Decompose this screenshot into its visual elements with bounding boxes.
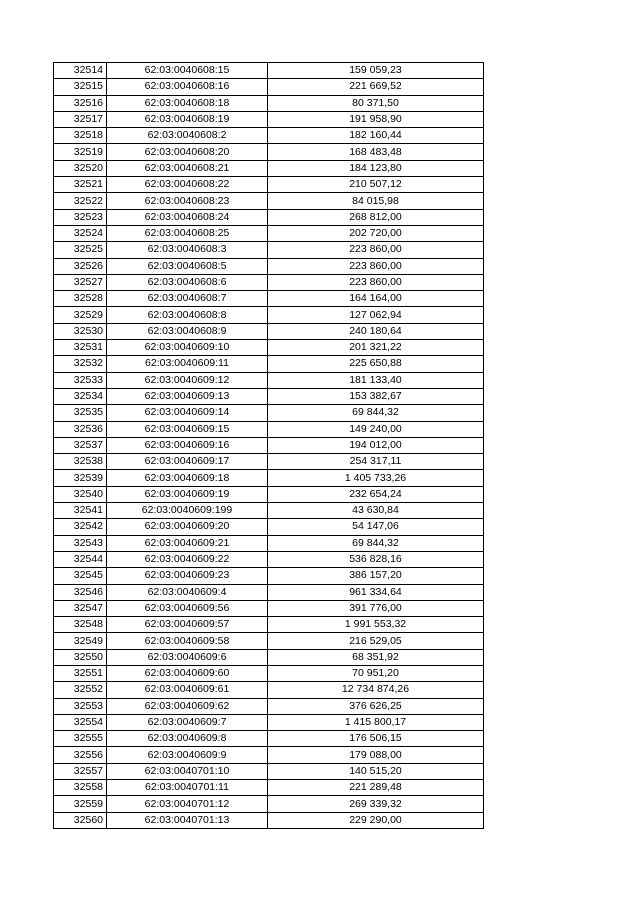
cadastral-number-cell: 62:03:0040609:19 [107,486,268,502]
cadastral-value-cell: 164 164,00 [268,291,484,307]
cadastral-value-cell: 221 289,48 [268,780,484,796]
table-row [54,144,484,160]
row-number-cell: 32517 [54,111,107,127]
row-number-cell: 32543 [54,535,107,551]
cadastral-value-cell: 68 351,92 [268,649,484,665]
table-row [54,356,484,372]
row-number-cell: 32541 [54,503,107,519]
cadastral-value-cell: 12 734 874,26 [268,682,484,698]
row-number-cell: 32535 [54,405,107,421]
table-row [54,535,484,551]
cadastral-value-cell: 70 951,20 [268,665,484,681]
cadastral-value-cell: 225 650,88 [268,356,484,372]
cadastral-number-cell: 62:03:0040609:12 [107,372,268,388]
cadastral-value-cell: 69 844,32 [268,535,484,551]
row-number-cell: 32544 [54,551,107,567]
cadastral-value-cell: 229 290,00 [268,812,484,828]
cadastral-value-cell: 54 147,06 [268,519,484,535]
cadastral-number-cell: 62:03:0040608:3 [107,242,268,258]
cadastral-value-table [53,62,484,829]
table-row [54,698,484,714]
cadastral-number-cell: 62:03:0040608:19 [107,111,268,127]
row-number-cell: 32529 [54,307,107,323]
cadastral-value-cell: 159 059,23 [268,63,484,79]
row-number-cell: 32514 [54,63,107,79]
row-number-cell: 32560 [54,812,107,828]
table-row [54,551,484,567]
row-number-cell: 32552 [54,682,107,698]
row-number-cell: 32537 [54,437,107,453]
row-number-cell: 32539 [54,470,107,486]
row-number-cell: 32545 [54,568,107,584]
cadastral-number-cell: 62:03:0040609:62 [107,698,268,714]
table-row [54,731,484,747]
table-row [54,796,484,812]
table-row [54,372,484,388]
cadastral-number-cell: 62:03:0040701:10 [107,763,268,779]
cadastral-number-cell: 62:03:0040608:15 [107,63,268,79]
cadastral-value-cell: 127 062,94 [268,307,484,323]
table-row [54,291,484,307]
cadastral-value-cell: 269 339,32 [268,796,484,812]
cadastral-number-cell: 62:03:0040609:61 [107,682,268,698]
table-row [54,519,484,535]
table-row [54,307,484,323]
row-number-cell: 32531 [54,340,107,356]
table-row [54,274,484,290]
row-number-cell: 32518 [54,128,107,144]
cadastral-number-cell: 62:03:0040701:11 [107,780,268,796]
row-number-cell: 32557 [54,763,107,779]
table-row [54,79,484,95]
row-number-cell: 32525 [54,242,107,258]
table-row [54,128,484,144]
cadastral-value-cell: 386 157,20 [268,568,484,584]
table-row [54,111,484,127]
table-row [54,617,484,633]
cadastral-number-cell: 62:03:0040608:24 [107,209,268,225]
cadastral-number-cell: 62:03:0040609:58 [107,633,268,649]
row-number-cell: 32553 [54,698,107,714]
table-row [54,160,484,176]
cadastral-number-cell: 62:03:0040609:17 [107,454,268,470]
row-number-cell: 32559 [54,796,107,812]
row-number-cell: 32521 [54,177,107,193]
table-row [54,780,484,796]
row-number-cell: 32522 [54,193,107,209]
cadastral-value-cell: 202 720,00 [268,225,484,241]
cadastral-number-cell: 62:03:0040608:9 [107,323,268,339]
cadastral-value-cell: 80 371,50 [268,95,484,111]
cadastral-value-cell: 1 415 800,17 [268,714,484,730]
table-row [54,584,484,600]
cadastral-number-cell: 62:03:0040701:12 [107,796,268,812]
cadastral-number-cell: 62:03:0040608:23 [107,193,268,209]
table-row [54,600,484,616]
cadastral-number-cell: 62:03:0040609:6 [107,649,268,665]
cadastral-number-cell: 62:03:0040609:18 [107,470,268,486]
row-number-cell: 32523 [54,209,107,225]
cadastral-number-cell: 62:03:0040609:199 [107,503,268,519]
cadastral-value-cell: 391 776,00 [268,600,484,616]
cadastral-number-cell: 62:03:0040608:16 [107,79,268,95]
cadastral-number-cell: 62:03:0040609:22 [107,551,268,567]
row-number-cell: 32524 [54,225,107,241]
row-number-cell: 32542 [54,519,107,535]
cadastral-value-cell: 221 669,52 [268,79,484,95]
table-row [54,454,484,470]
table-row [54,812,484,828]
table-body [54,63,484,829]
row-number-cell: 32520 [54,160,107,176]
cadastral-number-cell: 62:03:0040609:10 [107,340,268,356]
row-number-cell: 32550 [54,649,107,665]
cadastral-value-cell: 376 626,25 [268,698,484,714]
row-number-cell: 32538 [54,454,107,470]
table-row [54,225,484,241]
cadastral-value-cell: 232 654,24 [268,486,484,502]
cadastral-number-cell: 62:03:0040608:20 [107,144,268,160]
cadastral-value-cell: 168 483,48 [268,144,484,160]
cadastral-value-cell: 191 958,90 [268,111,484,127]
row-number-cell: 32532 [54,356,107,372]
cadastral-value-cell: 223 860,00 [268,258,484,274]
cadastral-value-cell: 240 180,64 [268,323,484,339]
cadastral-value-cell: 182 160,44 [268,128,484,144]
cadastral-number-cell: 62:03:0040609:60 [107,665,268,681]
row-number-cell: 32516 [54,95,107,111]
cadastral-number-cell: 62:03:0040608:6 [107,274,268,290]
row-number-cell: 32536 [54,421,107,437]
table-row [54,421,484,437]
cadastral-value-cell: 254 317,11 [268,454,484,470]
cadastral-value-cell: 201 321,22 [268,340,484,356]
row-number-cell: 32528 [54,291,107,307]
table-row [54,633,484,649]
table-row [54,486,484,502]
table-row [54,714,484,730]
cadastral-number-cell: 62:03:0040608:22 [107,177,268,193]
cadastral-value-cell: 153 382,67 [268,388,484,404]
table-row [54,665,484,681]
table-row [54,437,484,453]
cadastral-value-cell: 223 860,00 [268,274,484,290]
cadastral-number-cell: 62:03:0040609:16 [107,437,268,453]
table-row [54,649,484,665]
cadastral-number-cell: 62:03:0040609:56 [107,600,268,616]
cadastral-number-cell: 62:03:0040701:13 [107,812,268,828]
cadastral-value-cell: 140 515,20 [268,763,484,779]
cadastral-number-cell: 62:03:0040609:23 [107,568,268,584]
cadastral-value-cell: 223 860,00 [268,242,484,258]
cadastral-number-cell: 62:03:0040608:2 [107,128,268,144]
table-row [54,177,484,193]
cadastral-value-cell: 184 123,80 [268,160,484,176]
cadastral-value-cell: 69 844,32 [268,405,484,421]
cadastral-number-cell: 62:03:0040608:21 [107,160,268,176]
row-number-cell: 32548 [54,617,107,633]
cadastral-number-cell: 62:03:0040609:20 [107,519,268,535]
row-number-cell: 32555 [54,731,107,747]
table-row [54,63,484,79]
table-row [54,470,484,486]
row-number-cell: 32549 [54,633,107,649]
table-row [54,503,484,519]
cadastral-value-cell: 268 812,00 [268,209,484,225]
cadastral-number-cell: 62:03:0040609:9 [107,747,268,763]
row-number-cell: 32533 [54,372,107,388]
row-number-cell: 32526 [54,258,107,274]
cadastral-value-cell: 149 240,00 [268,421,484,437]
cadastral-value-cell: 181 133,40 [268,372,484,388]
row-number-cell: 32527 [54,274,107,290]
cadastral-number-cell: 62:03:0040608:18 [107,95,268,111]
cadastral-number-cell: 62:03:0040609:21 [107,535,268,551]
table-row [54,323,484,339]
cadastral-number-cell: 62:03:0040609:8 [107,731,268,747]
cadastral-value-cell: 210 507,12 [268,177,484,193]
cadastral-number-cell: 62:03:0040609:15 [107,421,268,437]
table-row [54,242,484,258]
cadastral-value-cell: 1 991 553,32 [268,617,484,633]
cadastral-value-cell: 176 506,15 [268,731,484,747]
row-number-cell: 32556 [54,747,107,763]
row-number-cell: 32534 [54,388,107,404]
cadastral-number-cell: 62:03:0040608:25 [107,225,268,241]
row-number-cell: 32519 [54,144,107,160]
cadastral-number-cell: 62:03:0040609:11 [107,356,268,372]
cadastral-number-cell: 62:03:0040609:4 [107,584,268,600]
cadastral-value-cell: 194 012,00 [268,437,484,453]
cadastral-number-cell: 62:03:0040608:7 [107,291,268,307]
table-row [54,209,484,225]
table-row [54,95,484,111]
cadastral-number-cell: 62:03:0040609:7 [107,714,268,730]
row-number-cell: 32546 [54,584,107,600]
cadastral-number-cell: 62:03:0040608:8 [107,307,268,323]
row-number-cell: 32540 [54,486,107,502]
cadastral-number-cell: 62:03:0040609:57 [107,617,268,633]
row-number-cell: 32530 [54,323,107,339]
table-row [54,340,484,356]
cadastral-value-cell: 179 088,00 [268,747,484,763]
cadastral-value-cell: 84 015,98 [268,193,484,209]
cadastral-number-cell: 62:03:0040609:14 [107,405,268,421]
cadastral-number-cell: 62:03:0040609:13 [107,388,268,404]
cadastral-value-cell: 216 529,05 [268,633,484,649]
table-row [54,747,484,763]
cadastral-value-cell: 961 334,64 [268,584,484,600]
table-row [54,763,484,779]
cadastral-value-cell: 43 630,84 [268,503,484,519]
row-number-cell: 32547 [54,600,107,616]
row-number-cell: 32551 [54,665,107,681]
row-number-cell: 32558 [54,780,107,796]
table-row [54,258,484,274]
table-row [54,405,484,421]
table-row [54,388,484,404]
table-row [54,193,484,209]
table-row [54,568,484,584]
row-number-cell: 32515 [54,79,107,95]
cadastral-value-cell: 536 828,16 [268,551,484,567]
cadastral-value-cell: 1 405 733,26 [268,470,484,486]
cadastral-number-cell: 62:03:0040608:5 [107,258,268,274]
table-row [54,682,484,698]
row-number-cell: 32554 [54,714,107,730]
